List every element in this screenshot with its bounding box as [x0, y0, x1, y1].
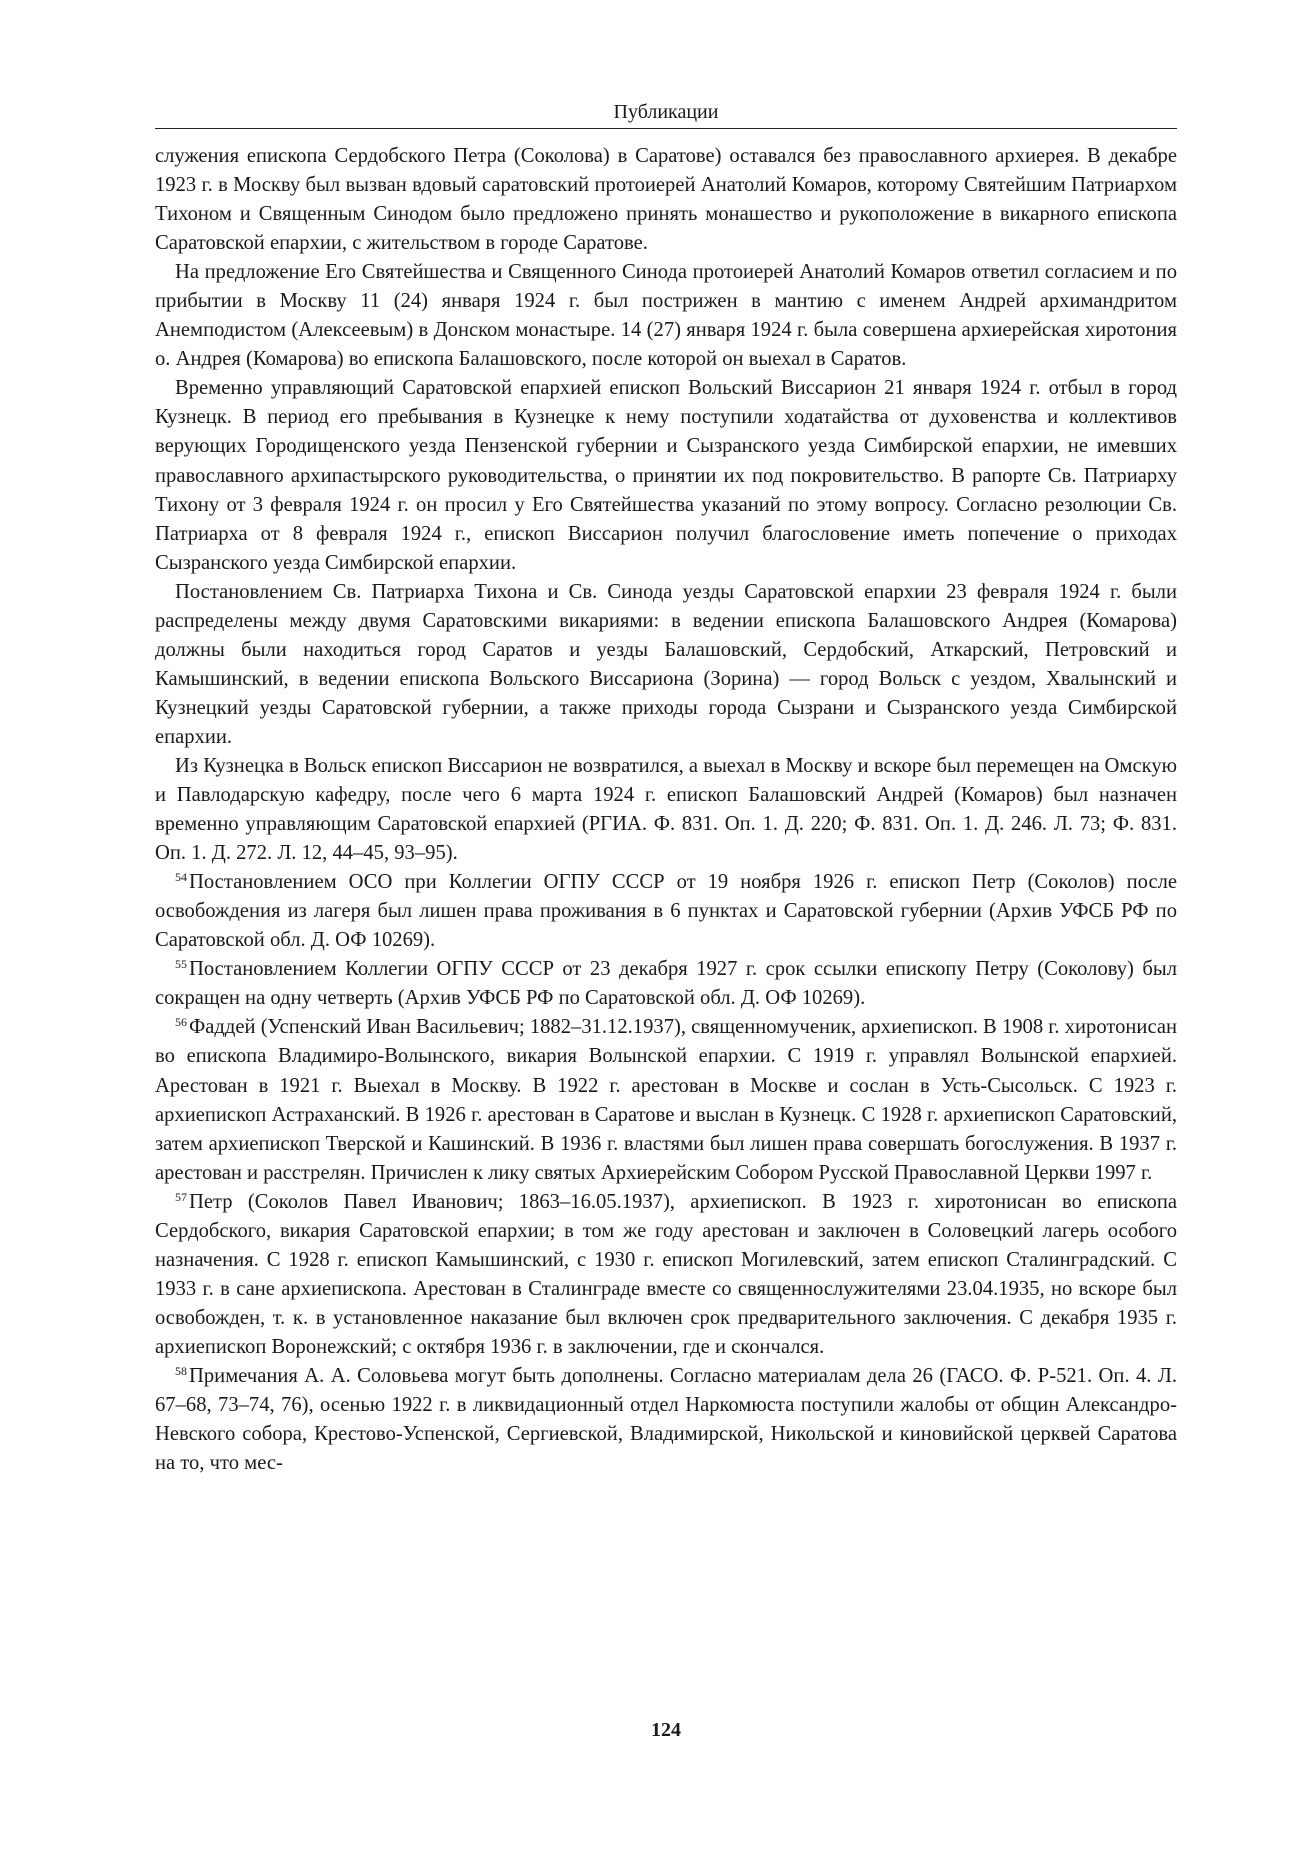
footnote-number: 57: [175, 1189, 187, 1204]
paragraph: Из Кузнецка в Вольск епископ Виссарион не возвратился, а выехал в Москву и вскоре был перемещен на Омскую и Павлодарскую кафедру, после чего 6 марта 1924 г. епископ Балашовский Андрей (Комаров) был назначен временно управляющим Саратовской епархией (РГИА. Ф. 831. Оп. 1. Д. 220; Ф. 831. Оп. 1. Д. 246. Л. 73; Ф. 831. Оп. 1. Д. 272. Л. 12, 44–45, 93–95).: [155, 754, 1177, 865]
paragraph: На предложение Его Святейшества и Священного Синода протоиерей Анатолий Комаров ответил согласием и по прибытии в Москву 11 (24) января 1924 г. был пострижен в мантию с именем Андрей архимандритом Анемподистом (Алексеевым) в Донском монастыре. 14 (27) января 1924 г. была совершена архиерейская хиротония о. Андрея (Комарова) во епископа Балашовского, после которой он выехал в Саратов.: [155, 261, 1177, 371]
footnote-text: Постановлением Коллегии ОГПУ СССР от 23 декабря 1927 г. срок ссылки епископу Петру (Соколову) был сокращен на одну четверть (Архив УФСБ РФ по Саратовской обл. Д. ОФ 10269).: [155, 958, 1177, 1010]
footnote: [155, 1362, 1177, 1478]
paragraph: служения епископа Сердобского Петра (Соколова) в Саратове) оставался без православного архиерея. В декабре 1923 г. в Москву был вызван вдовый саратовский протоиерей Анатолий Комаров, которому Святейшим Патриархом Тихоном и Священным Синодом было предложено принять монашество и рукоположение в викарного епископа Саратовской епархии, с жительством в городе Саратове.: [155, 145, 1177, 255]
header-rule: [155, 128, 1177, 129]
paragraph: Временно управляющий Саратовской епархией епископ Вольский Виссарион 21 января 1924 г. отбыл в город Кузнецк. В период его пребывания в Кузнецке к нему поступили ходатайства от духовенства и коллективов верующих Городищенского уезда Пензенской губернии и Сызранского уезда Симбирской епархии, не имевших православного архипастырского руководительства, о принятии их под покровительство. В рапорте Св. Патриарху Тихону от 3 февраля 1924 г. он просил у Его Святейшества указаний по этому вопросу. Согласно резолюции Св. Патриарха от 8 февраля 1924 г., епископ Виссарион получил благословение иметь попечение о приходах Сызранского уезда Симбирской епархии.: [155, 377, 1177, 574]
page-number: 124: [651, 1719, 681, 1741]
footnote-text: Примечания А. А. Соловьева могут быть дополнены. Согласно материалам дела 26 (ГАСО. Ф. Р-521. Оп. 4. Л. 67–68, 73–74, 76), осенью 1922 г. в ликвидационный отдел Наркомюста поступили жалобы от общин Александро-Невского собора, Крестово-Успенской, Сергиевской, Владимирской, Никольской и киновийской церквей Саратова на то, что мес-: [155, 1364, 1177, 1475]
footnote: [155, 1188, 1177, 1362]
footnote: [155, 1013, 1177, 1187]
footnote: [155, 955, 1177, 1013]
running-header: Публикации: [613, 101, 719, 123]
footnote-number: 54: [175, 870, 187, 885]
footnote-number: 56: [175, 1015, 187, 1030]
paragraph: Постановлением Св. Патриарха Тихона и Св. Синода уезды Саратовской епархии 23 февраля 1924 г. были распределены между двумя Саратовскими викариями: в ведении епископа Балашовского Андрея (Комарова) должны были находиться город Саратов и уезды Балашовский, Сердобский, Аткарский, Петровский и Камышинский, в ведении епископа Вольского Виссариона (Зорина) — город Вольск с уездом, Хвалынский и Кузнецкий уезды Саратовской губернии, а также приходы города Сызрани и Сызранского уезда Симбирской епархии.: [155, 580, 1177, 748]
footnote-number: 58: [175, 1363, 187, 1378]
footnote: [155, 868, 1177, 955]
footnote-text: Петр (Соколов Павел Иванович; 1863–16.05.1937), архиепископ. В 1923 г. хиротонисан во епископа Сердобского, викария Саратовской епархии; в том же году арестован и заключен в Соловецкий лагерь особого назначения. С 1928 г. епископ Камышинский, с 1930 г. епископ Могилевский, затем епископ Сталинградский. С 1933 г. в сане архиепископа. Арестован в Сталинграде вместе со священнослужителями 23.04.1935, но вскоре был освобожден, т. к. в установленное наказание был включен срок предварительного заключения. С декабря 1935 г. архиепископ Воронежский; с октября 1936 г. в заключении, где и скончался.: [155, 1190, 1177, 1358]
body-text: [155, 142, 1177, 1478]
footnote-number: 55: [175, 957, 187, 972]
footnote-text: Постановлением ОСО при Коллегии ОГПУ СССР от 19 ноября 1926 г. епископ Петр (Соколов) после освобождения из лагеря был лишен права проживания в 6 пунктах и Саратовской губернии (Архив УФСБ РФ по Саратовской обл. Д. ОФ 10269).: [155, 871, 1177, 952]
footnote-text: Фаддей (Успенский Иван Васильевич; 1882–31.12.1937), священномученик, архиепископ. В 1908 г. хиротонисан во епископа Владимиро-Волынского, викария Волынской епархии. С 1919 г. управлял Волынской епархией. Арестован в 1921 г. Выехал в Москву. В 1922 г. арестован в Москве и сослан в Усть-Сысольск. С 1923 г. архиепископ Астраханский. В 1926 г. арестован в Саратове и выслан в Кузнецк. С 1928 г. архиепископ Саратовский, затем архиепископ Тверской и Кашинский. В 1936 г. властями был лишен права совершать богослужения. В 1937 г. арестован и расстрелян. Причислен к лику святых Архиерейским Собором Русской Православной Церкви 1997 г.: [155, 1016, 1177, 1184]
